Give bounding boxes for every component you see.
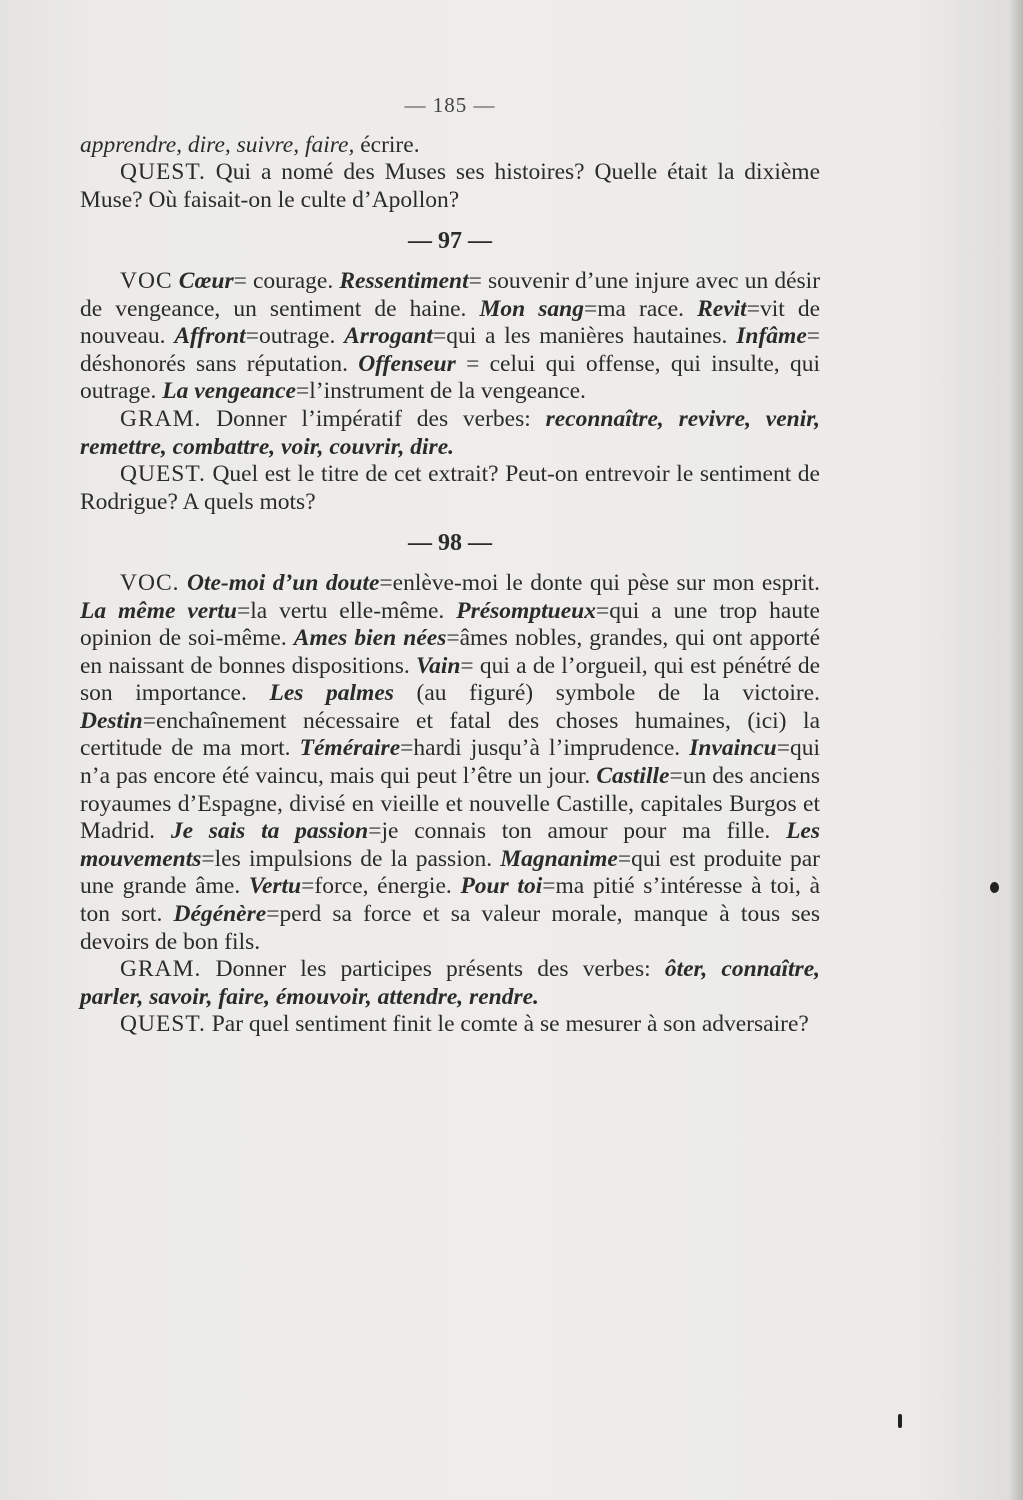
voc-def: =ma race. (583, 295, 685, 322)
intro-last: écrire. (360, 131, 420, 158)
voc-term: Arrogant (344, 323, 433, 350)
voc-term: Ressentiment (339, 267, 469, 294)
voc-term: Affront (174, 323, 246, 350)
voc-def: =la vertu elle-même. (236, 597, 445, 624)
quest-text: Qui a nomé des Muses ses histoires? Quelle était la dixième Muse? Où faisait-on le culte d’Apollon? (80, 159, 820, 213)
page-edge-shadow (1009, 0, 1023, 1500)
voc-def: = déshonorés sans réputation. (80, 323, 821, 377)
voc-def: =enchaînement nécessaire et fatal des choses humaines, (ici) la certitude de ma mort. (80, 707, 820, 762)
quest-text: Par quel sentiment finit le comte à se mesurer à son adversaire? (211, 1011, 809, 1038)
voc-def: = celui qui offense, qui insulte, qui outrage. (80, 350, 821, 405)
quest-98 (80, 1011, 820, 1039)
quest-text: Quel est le titre de cet extrait? Peut-on entrevoir le sentiment de Rodrigue? A quels mots? (80, 461, 820, 515)
voc-term: Castille (596, 763, 670, 790)
voc-def: =je connais ton amour pour ma fille. (368, 818, 771, 845)
voc-def: (au figuré) symbole de la victoire. (393, 680, 820, 707)
voc-term: Cœur (178, 267, 234, 294)
quest-label: QUEST. (120, 159, 206, 186)
voc-def: =outrage. (245, 323, 336, 350)
voc-def: =ma pitié s’intéresse à toi, à ton sort. (80, 873, 821, 928)
voc-term: Les palmes (269, 680, 394, 707)
voc-def: =force, énergie. (301, 873, 452, 900)
gram-97 (80, 406, 820, 461)
voc-term: Pour toi (460, 873, 543, 900)
section-heading-98: — 98 — (408, 530, 492, 557)
gram-label: GRAM. (120, 405, 202, 432)
gram-label: GRAM. (120, 956, 202, 983)
voc-term: La même vertu (80, 597, 237, 624)
ink-speck (898, 1414, 902, 1428)
gram-text: Donner les participes présents des verbes: (215, 956, 651, 983)
voc-term: Offenseur (358, 350, 456, 377)
voc-def: =les impulsions de la passion. (201, 845, 493, 872)
intro-verbs: apprendre, dire, suivre, faire, (80, 131, 355, 158)
voc-label: VOC (120, 267, 173, 294)
voc-def: =qui n’a pas encore été vaincu, mais qui peut l’être un jour. (80, 735, 821, 790)
voc-term: Destin (80, 707, 143, 734)
voc-term: Vertu (248, 873, 302, 900)
voc-def: =hardi jusqu’à l’imprudence. (400, 735, 681, 762)
section-heading-97: — 97 — (408, 228, 492, 255)
intro-line (80, 132, 820, 160)
voc-term: Revit (697, 295, 747, 322)
voc-def: =l’instrument de la vengeance. (296, 378, 586, 405)
voc-term: Magnanime (500, 845, 618, 872)
gram-verbs: reconnaître, revivre, venir, remettre, combattre, voir, couvrir, dire. (80, 405, 820, 460)
voc-def: =qui a une trop haute opinion de soi-même. (80, 597, 820, 652)
voc-def: =qui est produite par une grande âme. (80, 845, 821, 900)
voc-term: Présomptueux (456, 597, 596, 624)
voc-def: = courage. (233, 267, 334, 294)
voc-def: = souvenir d’une injure avec un désir de vengeance, un sentiment de haine. (80, 267, 821, 322)
page-content (80, 92, 820, 1039)
page-number: — 185 — (404, 93, 496, 117)
voc-term: Vain (416, 652, 461, 679)
voc-term: Invaincu (689, 735, 777, 762)
voc-term: Ames bien nées (293, 625, 447, 652)
gram-98 (80, 956, 820, 1011)
voc-term: Téméraire (299, 735, 401, 762)
voc-label: VOC. (120, 569, 180, 596)
voc-term: Ote-moi d’un doute (186, 569, 380, 596)
voc-def: =âmes nobles, grandes, qui ont apporté en naissant de bonnes dispositions. (80, 625, 820, 679)
voc-def: =vit de nouveau. (80, 295, 821, 350)
voc-term: La vengeance (162, 378, 296, 405)
voc-def: =un des anciens royaumes d’Espagne, divisé en vieille et nouvelle Castille, capitales Burgos et Madrid. (80, 763, 821, 845)
voc-term: Mon sang (479, 295, 584, 322)
voc-98 (80, 570, 820, 956)
quest-label: QUEST. (120, 461, 206, 488)
voc-def: =perd sa force et sa valeur morale, manque à tous ses devoirs de bon fils. (80, 901, 820, 955)
voc-term: Infâme (736, 323, 807, 350)
voc-def: =enlève-moi le donte qui pèse sur mon esprit. (379, 569, 821, 596)
quest-label: QUEST. (120, 1011, 206, 1038)
ink-speck (990, 882, 999, 893)
voc-def: =qui a les manières hautaines. (432, 323, 728, 350)
quest-96 (80, 159, 820, 214)
gram-text: Donner l’impératif des verbes: (216, 405, 531, 432)
quest-97 (80, 461, 820, 516)
voc-term: Dégénère (173, 901, 267, 928)
voc-97 (80, 268, 820, 406)
voc-term: Je sais ta passion (170, 818, 369, 845)
voc-def: = qui a de l’orgueil, qui est pénétré de son importance. (80, 652, 821, 707)
voc-term: Les mouvements (80, 818, 820, 872)
gram-verbs: ôter, connaître, parler, savoir, faire, émouvoir, attendre, rendre. (80, 956, 821, 1010)
